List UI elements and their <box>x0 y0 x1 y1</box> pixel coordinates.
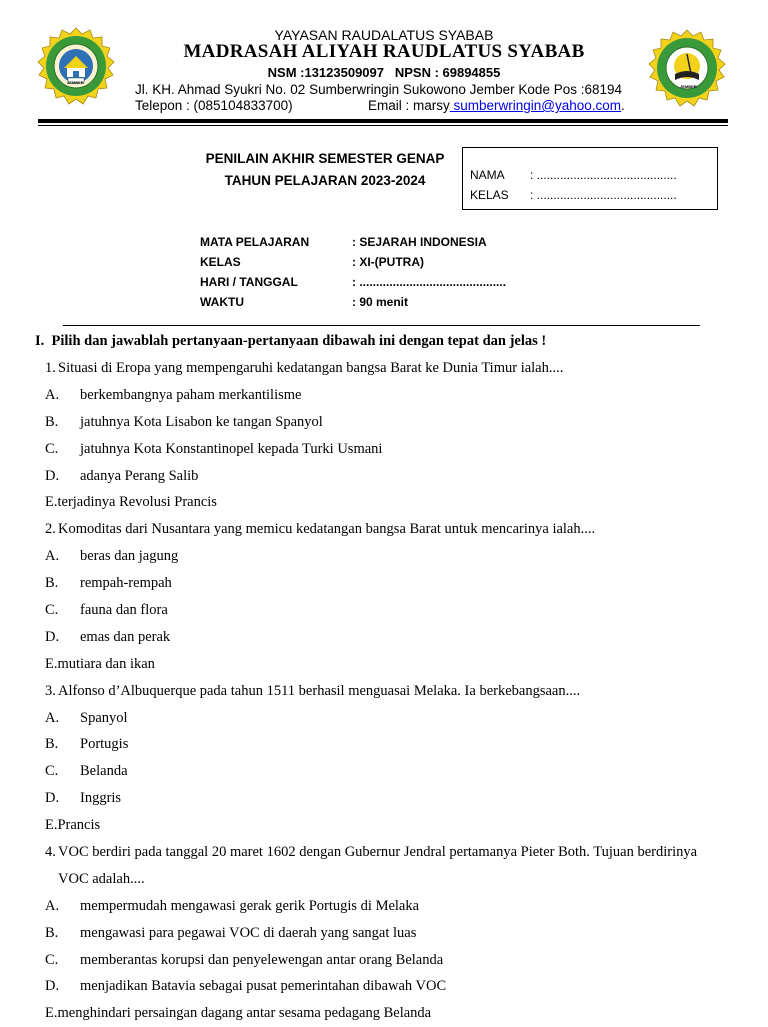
option-letter: D. <box>45 790 60 807</box>
option-text: memberantas korupsi dan penyelewengan antar orang Belanda <box>80 951 444 968</box>
name-label: NAMA <box>470 168 505 182</box>
option-letter: B. <box>45 575 59 592</box>
info-label: KELAS <box>200 255 241 269</box>
option-text: jatuhnya Kota Lisabon ke tangan Spanyol <box>80 413 323 430</box>
exam-info <box>200 232 506 312</box>
class-row <box>470 188 677 202</box>
exam-title-line1: PENILAIN AKHIR SEMESTER GENAP <box>205 151 445 166</box>
foundation-name: YAYASAN RAUDALATUS SYABAB <box>274 27 494 43</box>
email-label: Email : marsy <box>368 98 450 113</box>
logo-right-caption: JEMBER <box>680 84 697 89</box>
option-letter: C. <box>45 440 59 457</box>
option-d[interactable] <box>45 624 735 651</box>
option-letter: B. <box>45 924 59 941</box>
option-a[interactable] <box>45 893 735 920</box>
info-row-subject <box>200 232 506 252</box>
logo-left-caption: JEMBER <box>67 80 84 85</box>
option-text: Spanyol <box>80 709 128 726</box>
info-divider <box>63 325 700 326</box>
option-letter: C. <box>45 951 59 968</box>
option-e[interactable]: E.menghindari persaingan dagang antar sesama pedagang Belanda <box>45 1005 432 1022</box>
option-a[interactable] <box>45 705 735 732</box>
option-letter: C. <box>45 763 59 780</box>
question-3 <box>45 678 735 705</box>
option-a[interactable] <box>45 382 735 409</box>
school-email <box>368 98 625 113</box>
school-phone: Telepon : (085104833700) <box>135 98 293 113</box>
option-text: emas dan perak <box>80 628 171 645</box>
option-e[interactable]: E.Prancis <box>45 817 101 834</box>
option-text: berkembangnya paham merkantilisme <box>80 386 302 403</box>
question-1 <box>45 355 735 382</box>
question-number: 2. <box>45 521 56 538</box>
info-row-date <box>200 272 506 292</box>
option-text: Belanda <box>80 763 128 780</box>
option-b[interactable] <box>45 920 735 947</box>
option-a[interactable] <box>45 543 735 570</box>
class-label: KELAS <box>470 188 509 202</box>
option-b[interactable] <box>45 731 735 758</box>
question-text: Komoditas dari Nusantara yang memicu kedatangan bangsa Barat untuk mencarinya ialah.... <box>58 521 596 538</box>
option-c[interactable] <box>45 758 735 785</box>
question-number: 1. <box>45 360 56 376</box>
info-label: WAKTU <box>200 295 244 309</box>
info-value: : 90 menit <box>352 295 409 309</box>
option-letter: A. <box>45 548 60 565</box>
exam-title-line2: TAHUN PELAJARAN 2023-2024 <box>224 173 426 188</box>
info-value: : ............................................ <box>352 275 507 289</box>
school-name: MADRASAH ALIYAH RAUDLATUS SYABAB <box>183 41 585 62</box>
question-number: 4. <box>45 844 56 861</box>
option-d[interactable] <box>45 785 735 812</box>
option-text: Portugis <box>80 736 129 753</box>
nsm-npsn: NSM :13123509097 NPSN : 69894855 <box>267 65 501 80</box>
student-name-box <box>462 147 718 210</box>
option-d[interactable] <box>45 463 735 490</box>
info-row-class <box>200 252 506 272</box>
option-letter: A. <box>45 709 60 726</box>
option-text: mengawasi para pegawai VOC di daerah yang sangat luas <box>80 924 417 941</box>
question-4-continued: VOC adalah.... <box>58 870 145 887</box>
option-letter: D. <box>45 467 60 484</box>
option-text: beras dan jagung <box>80 548 179 565</box>
info-value: : SEJARAH INDONESIA <box>352 235 487 249</box>
option-c[interactable] <box>45 947 735 974</box>
school-address: Jl. KH. Ahmad Syukri No. 02 Sumberwringin Sukowono Jember Kode Pos :68194 <box>135 82 623 97</box>
option-e[interactable]: E.terjadinya Revolusi Prancis <box>45 494 217 511</box>
info-value: : XI-(PUTRA) <box>352 255 424 269</box>
option-d[interactable] <box>45 973 735 1000</box>
email-link[interactable]: sumberwringin@yahoo.com <box>449 98 622 113</box>
option-text: fauna dan flora <box>80 602 168 619</box>
option-b[interactable] <box>45 570 735 597</box>
option-text: Inggris <box>80 790 122 807</box>
info-row-time <box>200 292 506 312</box>
name-field[interactable]: : .......................................... <box>530 168 677 182</box>
question-text: Situasi di Eropa yang mempengaruhi kedatangan bangsa Barat ke Dunia Timur ialah.... <box>58 360 564 376</box>
exam-title <box>195 148 455 192</box>
header-divider-thick <box>38 119 728 123</box>
class-field[interactable]: : .......................................... <box>530 188 677 202</box>
section-title: I. Pilih dan jawablah pertanyaan-pertanyaan dibawah ini dengan tepat dan jelas ! <box>35 333 547 349</box>
option-text: menjadikan Batavia sebagai pusat pemerintahan dibawah VOC <box>80 978 447 995</box>
option-letter: B. <box>45 736 59 753</box>
question-4 <box>45 839 735 866</box>
option-b[interactable] <box>45 409 735 436</box>
option-letter: D. <box>45 978 60 995</box>
option-text: mempermudah mengawasi gerak gerik Portugis di Melaka <box>80 897 420 914</box>
question-list <box>45 355 735 1027</box>
question-text: Alfonso d’Albuquerque pada tahun 1511 berhasil menguasai Melaka. Ia berkebangsaan.... <box>58 682 581 699</box>
header-divider-thin <box>38 125 728 126</box>
option-text: jatuhnya Kota Konstantinopel kepada Turki Usmani <box>80 440 383 457</box>
option-e[interactable]: E.mutiara dan ikan <box>45 655 155 672</box>
name-row <box>470 168 677 182</box>
option-letter: A. <box>45 897 60 914</box>
option-c[interactable] <box>45 597 735 624</box>
option-c[interactable] <box>45 436 735 463</box>
question-2 <box>45 516 735 543</box>
info-label: HARI / TANGGAL <box>200 275 298 289</box>
question-text: VOC berdiri pada tanggal 20 maret 1602 dengan Gubernur Jendral pertamanya Pieter Both. Tujuan berdirinya <box>58 844 698 861</box>
option-letter: C. <box>45 602 59 619</box>
email-end: . <box>621 98 625 113</box>
info-label: MATA PELAJARAN <box>200 235 310 249</box>
option-text: adanya Perang Salib <box>80 467 199 484</box>
option-letter: B. <box>45 413 59 430</box>
option-text: rempah-rempah <box>80 575 172 592</box>
question-number: 3. <box>45 682 56 699</box>
option-letter: A. <box>45 386 60 403</box>
option-letter: D. <box>45 628 60 645</box>
